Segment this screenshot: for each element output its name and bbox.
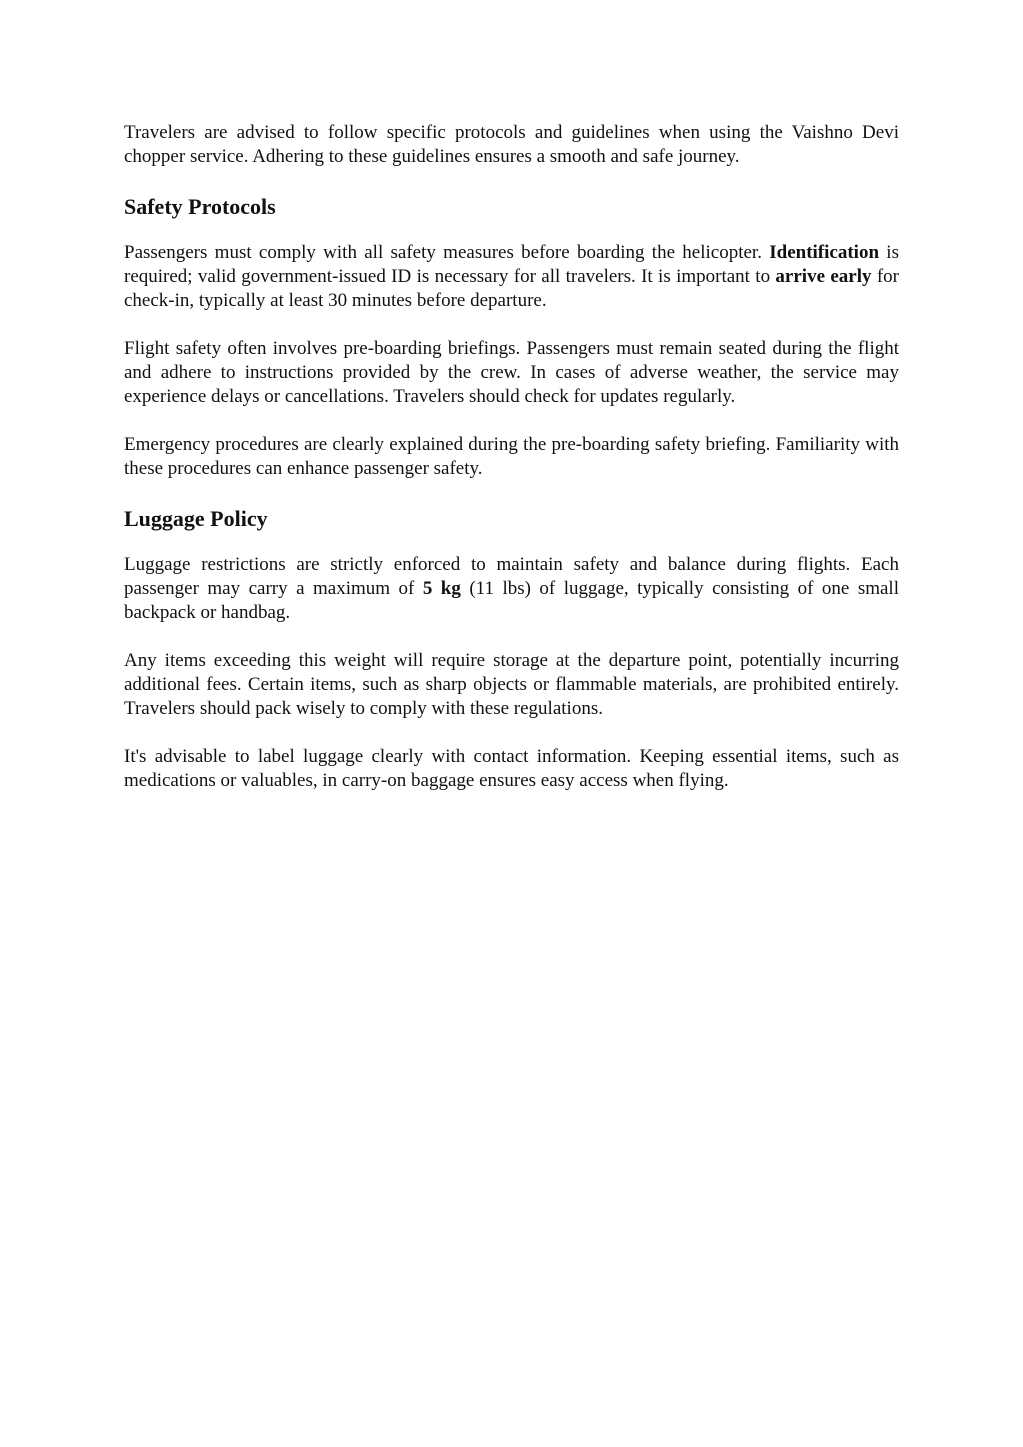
- weight-limit-bold: 5 kg: [422, 578, 461, 599]
- identification-bold: Identification: [769, 242, 880, 263]
- safety-paragraph-2: Flight safety often involves pre-boarding briefings. Passengers must remain seated during the flight and adhere to instructions provided by the crew. In cases of adverse weather, the service may experience delays or cancellations. Travelers should check for updates regularly.: [124, 338, 899, 407]
- luggage-policy-heading: Luggage Policy: [124, 506, 268, 531]
- intro-paragraph: Travelers are advised to follow specific protocols and guidelines when using the Vaishno Devi chopper service. Adhering to these guidelines ensures a smooth and safe journey.: [124, 122, 899, 167]
- safety-p1-text-2: is required; valid government-issued ID is necessary for all travelers. It is important to: [124, 242, 899, 287]
- luggage-paragraph-2: Any items exceeding this weight will require storage at the departure point, potentially incurring additional fees. Certain items, such as sharp objects or flammable materials, are prohibited entirely. Travelers should pack wisely to comply with these regulations.: [124, 650, 899, 719]
- safety-paragraph-3: Emergency procedures are clearly explained during the pre-boarding safety briefing. Familiarity with these procedures can enhance passenger safety.: [124, 434, 899, 479]
- safety-p1-text-1: Passengers must comply with all safety measures before boarding the helicopter.: [124, 242, 770, 263]
- safety-p1-text-3: for check-in, typically at least 30 minutes before departure.: [124, 266, 899, 311]
- document-page: [124, 121, 899, 817]
- luggage-p1-text-1: Luggage restrictions are strictly enforced to maintain safety and balance during flights. Each passenger may carry a maximum of: [124, 554, 899, 599]
- safety-protocols-heading: Safety Protocols: [124, 194, 276, 219]
- luggage-p1-text-2: (11 lbs) of luggage, typically consisting of one small backpack or handbag.: [124, 578, 899, 623]
- arrive-early-bold: arrive early: [775, 266, 872, 287]
- luggage-paragraph-3: It's advisable to label luggage clearly with contact information. Keeping essential items, such as medications or valuables, in carry-on baggage ensures easy access when flying.: [124, 746, 899, 791]
- luggage-paragraph-1: [124, 553, 899, 625]
- safety-paragraph-1: [124, 241, 899, 313]
